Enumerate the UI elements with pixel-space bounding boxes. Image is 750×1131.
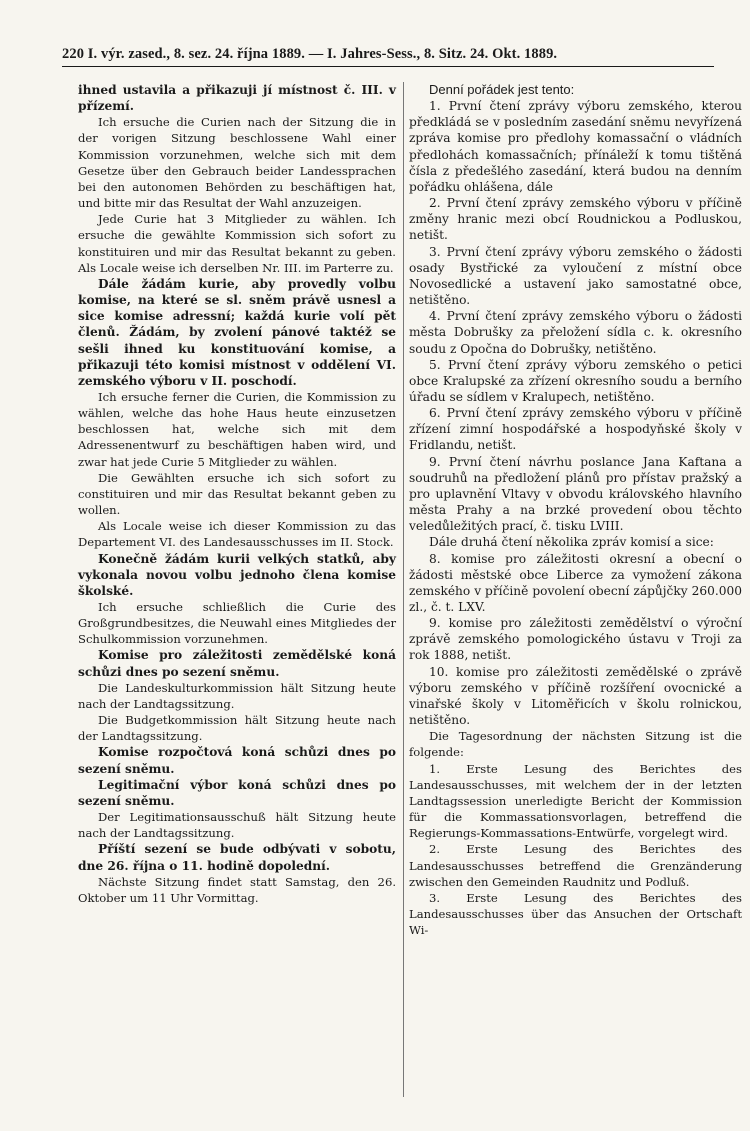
left-paragraph: Ich ersuche die Curien nach der Sitzung die in der vorigen Sitzung beschlossene Wahl einer Kommission vorzunehmen, welche sich mit dem Gesetze über den Gebrauch beider Landessprachen bei den autonomen Behörden zu beschäftigen hat, und bitte mir das Resultat der Wahl anzuzeigen. <box>78 115 396 211</box>
right-paragraph: 5. První čtení zprávy výboru zemského o petici obce Kralupské za zřízení okresního soudu a berního úřadu se sídlem v Kralupech, netištěno. <box>409 357 742 404</box>
left-paragraph: Die Gewählten ersuche ich sich sofort zu constituiren und mir das Resultat bekannt geben zu wollen. <box>78 470 396 518</box>
left-paragraph: Jede Curie hat 3 Mitglieder zu wählen. Ich ersuche die gewählte Kommission sich sofort zu konstituiren und mir das Resultat bekannt zu geben. Als Locale weise ich derselben Nr. III. im Parterre zu. <box>78 212 396 275</box>
right-paragraph: 1. Erste Lesung des Berichtes des Landesausschusses, mit welchem der in der letzten Landtagssession unerledigte Bericht der Kommission für die Kommassationsvorlagen, betreffend die Regierungs-Kommassations-Entwürfe, vorgelegt wird. <box>409 761 742 841</box>
left-paragraph: Komise rozpočtová koná schůzi dnes po sezení sněmu. <box>78 745 396 776</box>
left-paragraph: Als Locale weise ich dieser Kommission zu das Departement VI. des Landesausschusses im II. Stock. <box>78 519 396 550</box>
left-paragraph: Konečně žádám kurii velkých statků, aby vykonala novou volbu jednoho člena komise školské. <box>78 551 396 598</box>
right-paragraph: 10. komise pro záležitosti zemědělské o zprávě výboru zemského v příčině rozšíření ovocnické a vinařské školy v Litoměřicích v školu rolnickou, netištěno. <box>409 664 742 728</box>
left-paragraph: Příští sezení se bude odbývati v sobotu, dne 26. října o 11. hodině dopolední. <box>78 842 396 873</box>
right-paragraph: 3. Erste Lesung des Berichtes des Landesausschusses über das Ansuchen der Ortschaft Wi- <box>409 890 742 938</box>
left-paragraph: Nächste Sitzung findet statt Samstag, den 26. Oktober um 11 Uhr Vormittag. <box>78 874 396 905</box>
left-column <box>78 82 396 906</box>
left-paragraph: Ich ersuche ferner die Curien, die Kommission zu wählen, welche das hohe Haus heute einzusetzen beschlossen hat, welche sich mit dem Adressenentwurf zu beschäftigen haben wird, und zwar hat jede Curie 5 Mitglieder zu wählen. <box>78 389 396 469</box>
left-paragraph: Ich ersuche schließlich die Curie des Großgrundbesitzes, die Neuwahl eines Mitgliedes der Schulkommission vorzunehmen. <box>78 600 396 647</box>
right-paragraph: 6. První čtení zprávy zemského výboru v příčině zřízení zimní hospodářské a hospodyňské školy v Fridlandu, netišt. <box>409 406 742 453</box>
left-paragraph: Dále žádám kurie, aby provedly volbu komise, na které se sl. sněm právě usnesl a sice komise adressní; každá kurie volí pět členů. Žádám, by zvolení pánové taktéž se sešli ihned ku konstituování komise, a přikazuji této komisi místnost v oddělení VI. zemského výboru v II. poschodí. <box>78 276 396 388</box>
left-paragraph: Legitimační výbor koná schůzi dnes po sezení sněmu. <box>78 777 396 808</box>
page-header: 220 I. výr. zased., 8. sez. 24. října 1889. — I. Jahres-Sess., 8. Sitz. 24. Okt. 1889. <box>62 46 714 67</box>
right-paragraph: 1. První čtení zprávy výboru zemského, kterou předkládá se v posledním zasedání sněmu nevyřízená zpráva komise pro předlohy komassační o vládních předlohách komassačních; přínáleží k tomu tištěná čísla z předešlého zasedání, která budou na denním pořádku ohlášena, dále <box>409 99 742 194</box>
left-paragraph: Der Legitimationsausschuß hält Sitzung heute nach der Landtagssitzung. <box>78 810 396 841</box>
left-paragraph: Die Landeskulturkommission hält Sitzung heute nach der Landtagssitzung. <box>78 680 396 711</box>
right-paragraph: Dále druhá čtení několika zpráv komisí a sice: <box>429 535 714 550</box>
right-paragraph: 2. První čtení zprávy zemského výboru v příčině změny hranic mezi obcí Roudnickou a Podluskou, netišt. <box>409 196 742 243</box>
right-column <box>403 82 742 1097</box>
left-paragraph: Die Budgetkommission hält Sitzung heute nach der Landtagssitzung. <box>78 713 396 744</box>
right-paragraph: 3. První čtení zprávy výboru zemského o žádosti osady Bystřické za vyloučení z místní obce Novosedlické a ustavení jako samostatné obce, netištěno. <box>409 244 742 308</box>
right-paragraph: 2. Erste Lesung des Berichtes des Landesausschusses betreffend die Grenzänderung zwischen den Gemeinden Raudnitz und Podluß. <box>409 842 742 889</box>
right-paragraph: 9. První čtení návrhu poslance Jana Kaftana a soudruhů na předložení plánů pro přístav pražský a pro uplavnění Vltavy v obvodu královského hlavního města Prahy a na brzké provedení obou těchto veledůležitých prací, č. tisku LVIII. <box>409 454 742 534</box>
left-paragraph: ihned ustavila a přikazuji jí místnost č. III. v přízemí. <box>78 83 396 114</box>
right-paragraph: 9. komise pro záležitosti zemědělství o výroční zprávě zemského pomologického ústavu v Troji za rok 1888, netišt. <box>409 616 742 663</box>
right-paragraph: Denní pořádek jest tento: <box>429 82 575 97</box>
left-paragraph: Komise pro záležitosti zemědělské koná schůzi dnes po sezení sněmu. <box>78 648 396 679</box>
right-paragraph: Die Tagesordnung der nächsten Sitzung ist die folgende: <box>409 729 742 760</box>
right-paragraph: 4. První čtení zprávy zemského výboru o žádosti města Dobrušky za přeložení sídla c. k. okresního soudu z Opočna do Dobrušky, netištěno. <box>409 309 742 356</box>
right-paragraph: 8. komise pro záležitosti okresní a obecní o žádosti městské obce Liberce za vymožení zákona zemského v příčině povolení obecní zápůjčky 260.000 zl., č. t. LXV. <box>409 551 742 614</box>
